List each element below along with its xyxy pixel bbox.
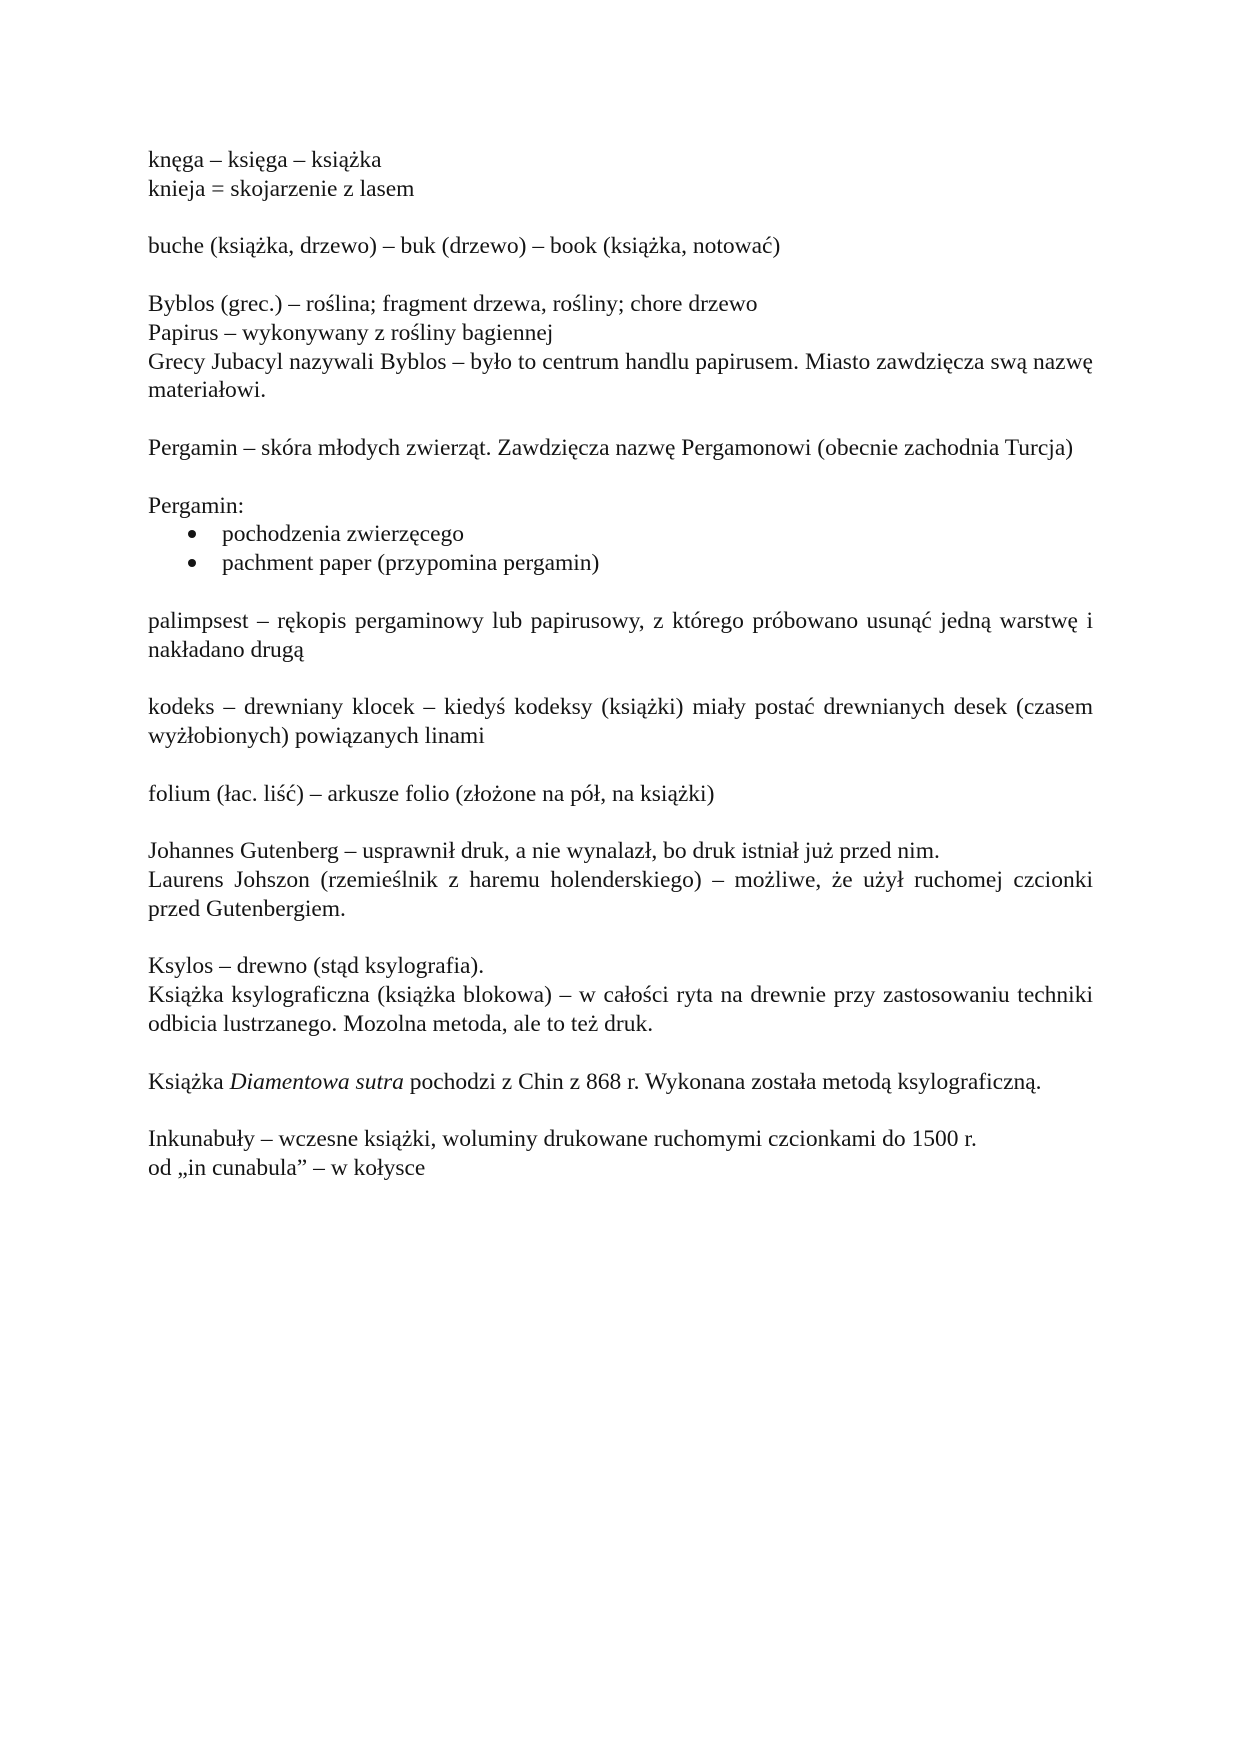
list-item [148, 520, 1093, 549]
text-line: Byblos (grec.) – roślina; fragment drzewa, rośliny; chore drzewo [148, 290, 758, 317]
text-segment: Książka [148, 1068, 230, 1095]
list-item-text: pachment paper (przypomina pergamin) [222, 550, 600, 577]
text-line: knęga – księga – książka [148, 147, 382, 173]
text-line: Papirus – wykonywany z rośliny bagiennej [148, 319, 554, 346]
bullet-icon [188, 530, 196, 538]
text-line: folium (łac. liść) – arkusze folio (złożone na pół, na książki) [148, 780, 715, 807]
paragraph-diamentowa-sutra [148, 1068, 1093, 1097]
list-item [148, 549, 1093, 578]
text-line: Grecy Jubacyl nazywali Byblos – było to centrum handlu papirusem. Miasto zawdzięcza swą nazwę materiałowi. [148, 348, 1093, 404]
paragraph-folium [148, 780, 1093, 809]
paragraph-kodeks [148, 693, 1093, 751]
paragraph-text: Pergamin – skóra młodych zwierząt. Zawdzięcza nazwę Pergamonowi (obecnie zachodnia Turcja) [148, 434, 1074, 461]
text-line: Ksylos – drewno (stąd ksylografia). [148, 953, 485, 980]
list-item-text: pochodzenia zwierzęcego [222, 521, 465, 548]
text-segment: pochodzi z Chin z 868 r. Wykonana została metodą ksylograficzną. [403, 1068, 1042, 1095]
text-line: buche (książka, drzewo) – buk (drzewo) – book (książka, notować) [148, 233, 781, 260]
paragraph-ksylos [148, 952, 1093, 1038]
text-line: Inkunabuły – wczesne książki, woluminy drukowane ruchomymi czcionkami do 1500 r. [148, 1126, 977, 1153]
text-line: Książka ksylograficzna (książka blokowa) – w całości ryta na drewnie przy zastosowaniu techniki odbicia lustrzanego. Mozolna metoda, ale to też druk. [148, 982, 1093, 1037]
paragraph-text: palimpsest – rękopis pergaminowy lub papirusowy, z którego próbowano usunąć jedną warstwę i nakładano drugą [148, 607, 1093, 663]
paragraph-byblos [148, 290, 1093, 405]
list-heading: Pergamin: [148, 492, 245, 519]
paragraph-palimpsest [148, 607, 1093, 665]
paragraph-pergamin-definition [148, 434, 1093, 463]
paragraph-gutenberg [148, 837, 1093, 923]
paragraph-buche [148, 232, 1093, 261]
bullet-icon [188, 559, 196, 567]
italic-title: Diamentowa sutra [229, 1068, 404, 1095]
text-line: od „in cunabula” – w kołysce [148, 1154, 426, 1181]
text-line: Laurens Johszon (rzemieślnik z haremu holenderskiego) – możliwe, że użył ruchomej czcionki przed Gutenbergiem. [148, 866, 1093, 922]
bullet-list [148, 520, 1093, 578]
paragraph-pergamin-list [148, 492, 1093, 578]
paragraph-text: kodeks – drewniany klocek – kiedyś kodeksy (książki) miały postać drewnianych desek (czasem wyżłobionych) powiązanych linami [148, 694, 1093, 749]
text-line: Johannes Gutenberg – usprawnił druk, a nie wynalazł, bo druk istniał już przed nim. [148, 838, 940, 865]
paragraph-ksiega [148, 146, 1093, 204]
text-line: knieja = skojarzenie z lasem [148, 175, 415, 202]
paragraph-inkunabuly [148, 1125, 1093, 1183]
document-body [148, 146, 1093, 1211]
